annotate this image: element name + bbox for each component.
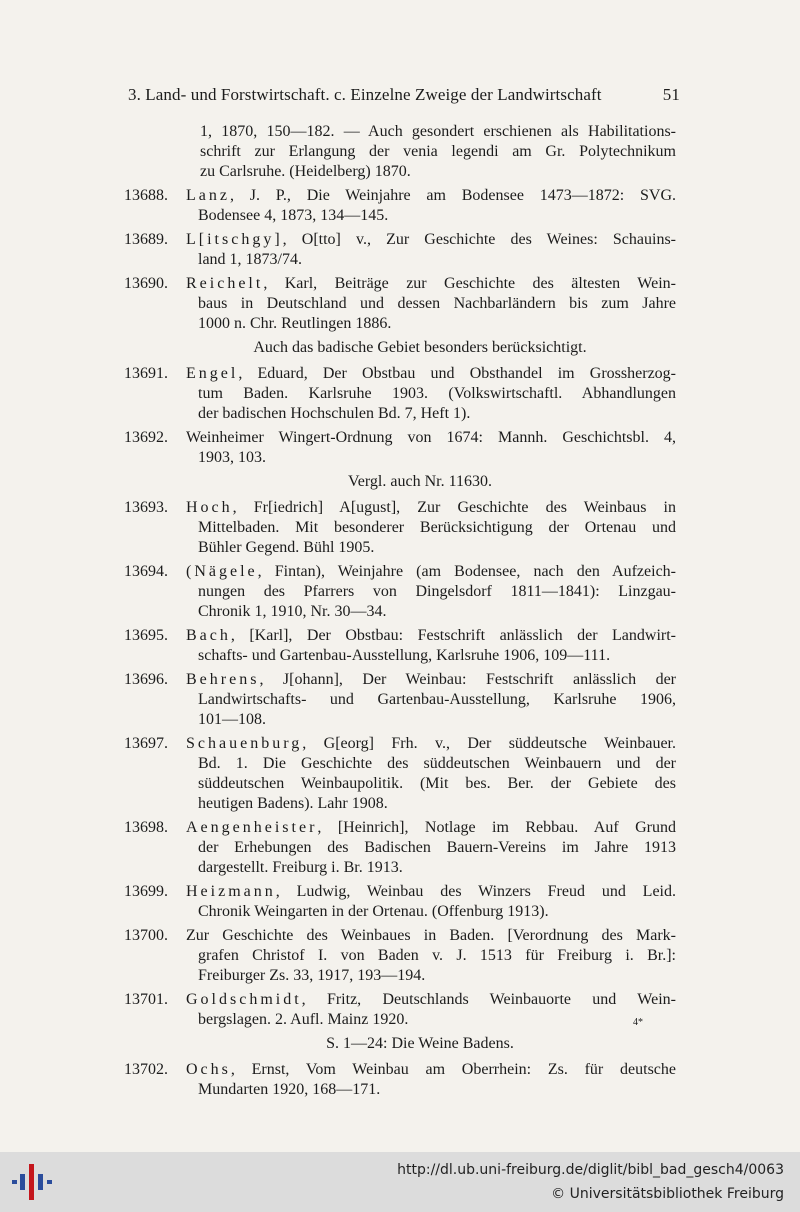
bibliography-entry — [124, 274, 676, 334]
entry-number: 13693. — [124, 499, 168, 516]
entry-text: Bach, [Karl], Der Obstbau: Festschrift anlässlich der Landwirt- schafts- und Gartenbau-Ausstellung, Karlsruhe 1906, 109—111. — [186, 627, 676, 664]
entry-text: L[itschgy], O[tto] v., Zur Geschichte des Weines: Schauins- land 1, 1873/74. — [186, 231, 676, 268]
entry-text: Behrens, J[ohann], Der Weinbau: Festschrift anlässlich der Landwirtschafts- und Gartenbau-Ausstellung, Karlsruhe 1906, 101—108. — [186, 671, 676, 728]
running-head-title: 3. Land- und Forstwirtschaft. c. Einzelne Zweige der Landwirtschaft — [128, 85, 602, 104]
entry-author: Heizmann — [186, 883, 276, 900]
entry-text: Zur Geschichte des Weinbaues in Baden. [Verordnung des Mark- grafen Christof I. von Baden v. J. 1513 für Freiburg i. Br.]: Freiburger Zs. 33, 1917, 193—194. — [186, 927, 676, 984]
entry-text: Heizmann, Ludwig, Weinbau des Winzers Freud und Leid. Chronik Weingarten in der Ortenau. (Offenburg 1913). — [186, 883, 676, 920]
ub-freiburg-logo-icon — [10, 1160, 54, 1204]
bibliography-entry — [124, 1060, 676, 1100]
copyright-notice: © Universitätsbibliothek Freiburg — [551, 1186, 784, 1202]
bibliography-entry — [124, 882, 676, 922]
entry-text: Aengenheister, [Heinrich], Notlage im Rebbau. Auf Grund der Erhebungen des Badischen Bauern-Vereins im Jahre 1913 dargestellt. Freiburg i. Br. 1913. — [186, 819, 676, 876]
entry-text: Hoch, Fr[iedrich] A[ugust], Zur Geschichte des Weinbaus in Mittelbaden. Mit besonderer Berücksichtigung der Ortenau und Bühler Gegend. Bühl 1905. — [186, 499, 676, 556]
entry-text: Reichelt, Karl, Beiträge zur Geschichte des ältesten Wein- baus in Deutschland und dessen Nachbarländern bis zum Jahre 1000 n. Chr. Reutlingen 1886. — [186, 275, 676, 332]
bibliography-entry — [124, 626, 676, 666]
bibliography-entry — [124, 926, 676, 986]
entry-author: Engel — [186, 365, 239, 382]
bibliography-entry — [124, 364, 676, 424]
entry-number: 13699. — [124, 883, 168, 900]
entry-number: 13696. — [124, 671, 168, 688]
bibliography-content — [124, 122, 676, 1104]
entry-note: Vergl. auch Nr. 11630. — [348, 473, 492, 490]
signature-mark: 4* — [633, 1017, 643, 1028]
entry-text: (Nägele, Fintan), Weinjahre (am Bodensee, nach den Aufzeich- nungen des Pfarrers von Dingelsdorf 1811—1841): Linzgau- Chronik 1, 1910, Nr. 30—34. — [186, 563, 676, 620]
entry-text: Ochs, Ernst, Vom Weinbau am Oberrhein: Zs. für deutsche Mundarten 1920, 168—171. — [186, 1061, 676, 1098]
entry-number: 13690. — [124, 275, 168, 292]
entry-number: 13694. — [124, 563, 168, 580]
bibliography-entry — [124, 734, 676, 814]
entry-number: 13697. — [124, 735, 168, 752]
entry-number: 13688. — [124, 187, 168, 204]
entry-number: 13701. — [124, 991, 168, 1008]
entry-number: 13692. — [124, 429, 168, 446]
entry-text: Weinheimer Wingert-Ordnung von 1674: Mannh. Geschichtsbl. 4, 1903, 103. — [186, 429, 676, 466]
entry-number: 13695. — [124, 627, 168, 644]
entry-author: Bach — [186, 627, 231, 644]
bibliography-entry — [124, 428, 676, 468]
entry-text: Engel, Eduard, Der Obstbau und Obsthandel im Grossherzog- tum Baden. Karlsruhe 1903. (Volkswirtschaftl. Abhandlungen der badischen Hochschulen Bd. 7, Heft 1). — [186, 365, 676, 422]
bibliography-entry — [124, 818, 676, 878]
permalink-url[interactable]: http://dl.ub.uni-freiburg.de/diglit/bibl_bad_gesch4/0063 — [397, 1162, 784, 1178]
entry-note: Auch das badische Gebiet besonders berücksichtigt. — [253, 339, 587, 356]
bibliography-entry — [124, 562, 676, 622]
bibliography-entry — [124, 990, 676, 1030]
continuation-text — [200, 122, 676, 182]
entry-author: L[itschgy] — [186, 231, 283, 248]
entry-author: Goldschmidt — [186, 991, 302, 1008]
entry-author: Ochs — [186, 1061, 231, 1078]
text-line: schrift zur Erlangung der venia legendi am Gr. Polytechnikum — [200, 143, 676, 160]
entry-number: 13700. — [124, 927, 168, 944]
bibliography-entry — [124, 186, 676, 226]
entry-author: Reichelt — [186, 275, 264, 292]
viewer-footer — [0, 1152, 800, 1212]
entry-number: 13689. — [124, 231, 168, 248]
entry-author: Lanz — [186, 187, 230, 204]
entry-text: Lanz, J. P., Die Weinjahre am Bodensee 1473—1872: SVG. Bodensee 4, 1873, 134—145. — [186, 187, 676, 224]
entry-text: Goldschmidt, Fritz, Deutschlands Weinbauorte und Wein- bergslagen. 2. Aufl. Mainz 1920. — [186, 991, 676, 1028]
bibliography-entry — [124, 498, 676, 558]
entry-number: 13702. — [124, 1061, 168, 1078]
page-number: 51 — [662, 85, 680, 104]
bibliography-entry — [124, 230, 676, 270]
entry-author: Behrens — [186, 671, 260, 688]
bibliography-entry — [124, 670, 676, 730]
entry-number: 13691. — [124, 365, 168, 382]
entry-author: Schauenburg — [186, 735, 303, 752]
entry-text: Schauenburg, G[eorg] Frh. v., Der süddeutsche Weinbauer. Bd. 1. Die Geschichte des süddeutschen Weinbauern und der süddeutschen Weinbaupolitik. (Mit bes. Ber. der Gebiete des heutigen Badens). Lahr 1908. — [186, 735, 676, 812]
text-line: 1, 1870, 150—182. — Auch gesondert erschienen als Habilitations- — [200, 123, 676, 140]
entry-author: Aengenheister — [186, 819, 318, 836]
entry-number: 13698. — [124, 819, 168, 836]
entry-author: Hoch — [186, 499, 233, 516]
entry-author: (Nägele — [186, 563, 258, 580]
entry-note: S. 1—24: Die Weine Badens. — [326, 1035, 514, 1052]
text-line: zu Carlsruhe. (Heidelberg) 1870. — [200, 163, 411, 180]
